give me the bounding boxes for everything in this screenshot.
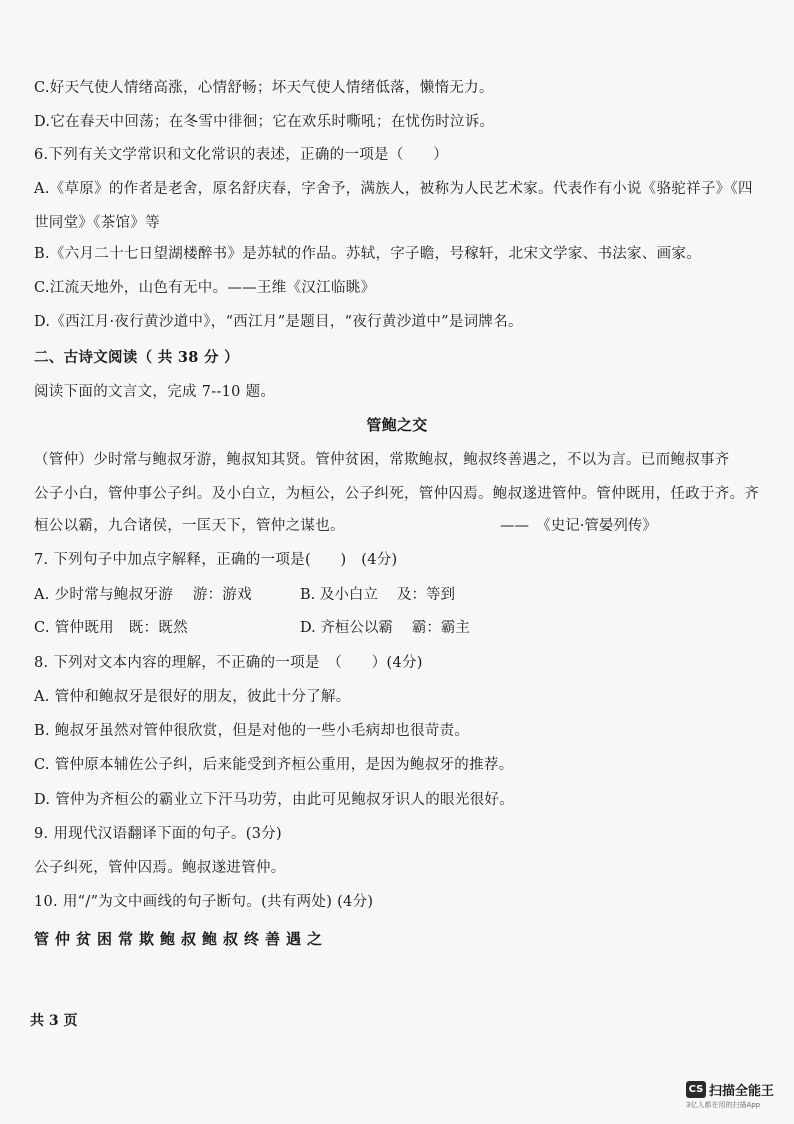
q8-option-a: A. 管仲和鲍叔牙是很好的朋友，彼此十分了解。 (34, 689, 351, 705)
reading-instruction: 阅读下面的文言文，完成 7--10 题。 (34, 384, 276, 400)
q7-option-a: A. 少时常与鲍叔牙游 游：游戏 (34, 587, 252, 603)
q7-stem: 7. 下列句子中加点字解释，正确的一项是( ) (4分) (34, 552, 398, 568)
q10-sentence: 管仲贫困常欺鲍叔鲍叔终善遇之 (34, 930, 329, 948)
q6-option-b: B.《六月二十七日望湖楼醉书》是苏轼的作品。苏轼，字子瞻，号稼轩，北宋文学家、书法家、画家。 (34, 246, 702, 262)
section-heading: 二、古诗文阅读（ 共 38 分 ） (34, 349, 239, 366)
q6-option-d: D.《西江月·夜行黄沙道中》，“西江月”是题目，“夜行黄沙道中”是词牌名。 (34, 314, 523, 330)
q6-option-a-cont: 世同堂》《茶馆》等 (34, 215, 160, 231)
q9-stem: 9. 用现代汉语翻译下面的句子。(3分) (34, 826, 282, 842)
q7-option-b: B. 及小白立 及：等到 (300, 587, 455, 603)
q6-option-a: A.《草原》的作者是老舍，原名舒庆春，字舍予，满族人，被称为人民艺术家。代表作有小说《骆驼祥子》《四 (34, 181, 753, 197)
q10-stem: 10. 用“/”为文中画线的句子断句。(共有两处) (4分) (34, 894, 374, 910)
logo-tagline: 3亿人都在用的扫描App (686, 1101, 761, 1109)
q8-stem: 8. 下列对文本内容的理解，不正确的一项是 （ ）(4分) (34, 655, 423, 671)
q7-option-c: C. 管仲既用 既：既然 (34, 620, 188, 636)
q5-option-c: C.好天气使人情绪高涨，心情舒畅；坏天气使人情绪低落，懒惰无力。 (34, 80, 494, 96)
passage-title: 管鲍之交 (366, 416, 428, 434)
passage-source: —— 《史记·管晏列传》 (500, 518, 657, 534)
passage-line-1: （管仲）少时常与鲍叔牙游，鲍叔知其贤。管仲贫困，常欺鲍叔，鲍叔终善遇之，不以为言。已而鲍叔事齐 (34, 452, 730, 468)
q8-option-b: B. 鲍叔牙虽然对管仲很欣赏，但是对他的一些小毛病却也很苛责。 (34, 723, 470, 739)
passage-line-2: 公子小白，管仲事公子纠。及小白立，为桓公，公子纠死，管仲囚焉。鲍叔遂进管仲。管仲既用，任政于齐。齐 (34, 486, 760, 502)
scanner-logo (686, 1079, 774, 1099)
page-count: 共 3 页 (30, 1013, 78, 1029)
passage-line-3: 桓公以霸，九合诸侯，一匡天下，管仲之谋也。 (34, 518, 345, 534)
q8-option-d: D. 管仲为齐桓公的霸业立下汗马功劳，由此可见鲍叔牙识人的眼光很好。 (34, 792, 515, 808)
q6-stem: 6.下列有关文学常识和文化常识的表述，正确的一项是（ ） (34, 147, 449, 163)
q5-option-d: D.它在春天中回荡；在冬雪中徘徊；它在欢乐时嘶吼；在忧伤时泣诉。 (34, 114, 495, 130)
q9-sentence: 公子纠死，管仲囚焉。鲍叔遂进管仲。 (34, 860, 286, 876)
cs-logo-icon: CS (686, 1081, 706, 1098)
q7-option-d: D. 齐桓公以霸 霸：霸主 (300, 620, 470, 636)
q8-option-c: C. 管仲原本辅佐公子纠，后来能受到齐桓公重用，是因为鲍叔牙的推荐。 (34, 757, 514, 773)
logo-name: 扫描全能王 (709, 1084, 775, 1099)
q6-option-c: C.江流天地外，山色有无中。——王维《汉江临眺》 (34, 280, 376, 296)
